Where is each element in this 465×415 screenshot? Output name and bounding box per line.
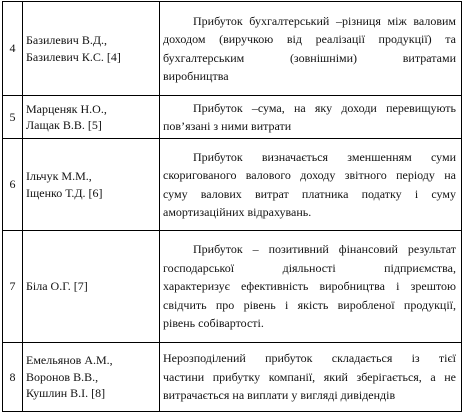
definition-line: витрачається на виплати у вигляді дивідендів <box>163 388 396 403</box>
definition-cell <box>160 231 462 343</box>
row-number: 4 <box>3 2 23 96</box>
definition-line: суму валових витрат платника податку і суму <box>163 186 456 201</box>
author-cell <box>23 2 160 96</box>
definition-line: господарської діяльності підприємства, <box>163 260 456 275</box>
definition-cell <box>160 2 462 96</box>
definition-cell <box>160 343 462 412</box>
definition-line: бухгалтерським (зовнішніми) витратами <box>163 50 456 65</box>
author-name: Марценяк Н.О., <box>26 101 107 116</box>
row-number: 8 <box>3 343 23 412</box>
row-number: 5 <box>3 96 23 139</box>
definition-line: Нерозподілений прибуток складається із тієї <box>163 351 456 366</box>
definition-line: Прибуток визначається зменшенням суми <box>193 149 456 164</box>
table-row <box>3 231 462 343</box>
table-row <box>3 343 462 412</box>
author-cell <box>23 139 160 231</box>
table-row <box>3 96 462 139</box>
author-name: Біла О.Г. [7] <box>26 279 88 294</box>
definition-cell <box>160 96 462 139</box>
definition-line: рівень собівартості. <box>163 316 264 331</box>
definition-line: пов’язані з ними витрати <box>163 119 292 133</box>
table-row <box>3 139 462 231</box>
definition-line: частини прибутку компанії, який зберігається, а не <box>163 369 456 384</box>
author-name: Лащак В.В. [5] <box>26 118 102 132</box>
author-name: Кушлин В.І. [8] <box>26 386 106 401</box>
definition-line: Прибуток – позитивний фінансовий результат <box>193 242 456 257</box>
author-cell <box>23 231 160 343</box>
definition-line: свідчить про рівень і якість виробленої продукції, <box>163 297 456 312</box>
author-name: Базилевич К.С. [4] <box>26 49 121 64</box>
author-name: Іщенко Т.Д. [6] <box>26 185 103 200</box>
author-name: Емельянов А.М., <box>26 353 113 368</box>
definition-line: амортизаційних відрахувань. <box>163 205 312 219</box>
definition-line: доходом (виручкою від реалізації продукції) та <box>163 32 456 46</box>
definition-line: скоригованого валового доходу звітного періоду на <box>163 168 456 182</box>
table-row <box>3 2 462 96</box>
author-cell <box>23 343 160 412</box>
definition-cell <box>160 139 462 231</box>
row-number: 6 <box>3 139 23 231</box>
definitions-table <box>2 1 462 412</box>
definition-line: виробництва <box>163 69 229 83</box>
row-number: 7 <box>3 231 23 343</box>
author-name: Ільчук М.М., <box>26 169 92 183</box>
definition-line: характеризує ефективність виробництва і зрештою <box>163 279 456 294</box>
author-name: Воронов В.В., <box>26 369 99 384</box>
definition-line: Прибуток бухгалтерський –різниця між валовим <box>193 13 456 28</box>
author-name: Базилевич В.Д., <box>26 33 108 47</box>
definition-line: Прибуток –сума, на яку доходи перевищують <box>193 100 456 115</box>
author-cell <box>23 96 160 139</box>
